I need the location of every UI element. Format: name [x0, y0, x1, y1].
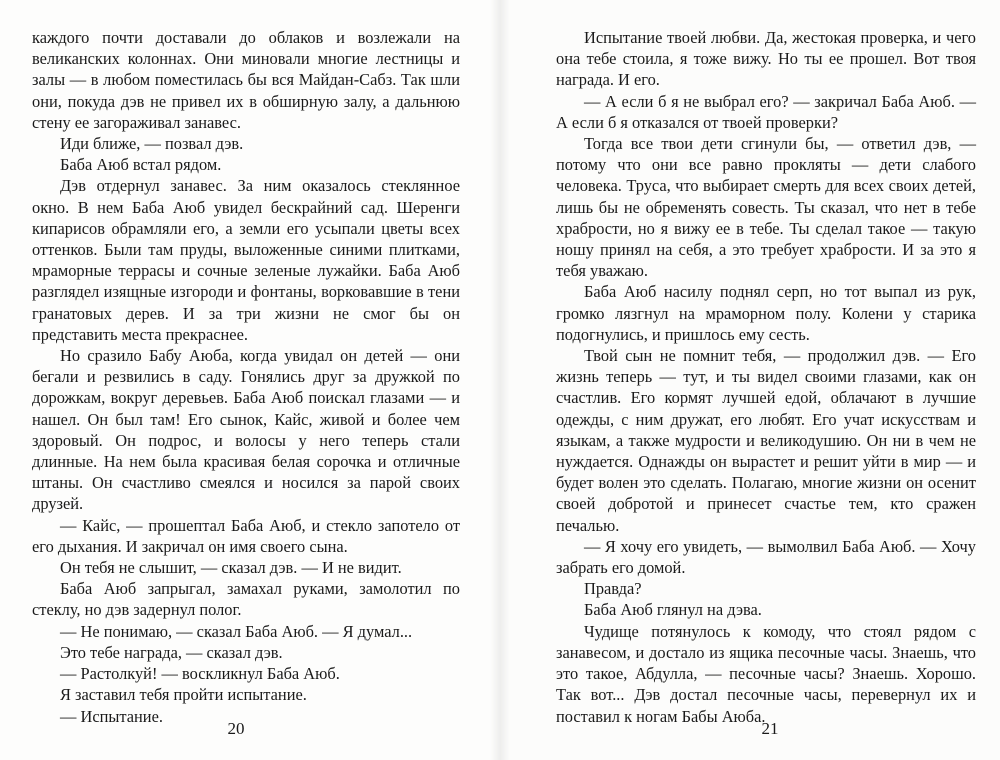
paragraph: Это тебе награда, — сказал дэв. — [60, 642, 283, 662]
paragraph: Он тебя не слышит, — сказал дэв. — И не видит. — [60, 558, 402, 578]
right-page — [500, 0, 1000, 760]
paragraph: — Я хочу его увидеть, — вымолвил Баба Аюб. — Хочу забрать его домой. — [556, 536, 976, 578]
paragraph: Твой сын не помнит тебя, — продолжил дэв. — Его жизнь теперь — тут, и ты видел своими глазами, как он счастлив. Его кормят лучшей едой, облачают в лучшие одежды, с ним дружат, его любят. Его учат искусствам и языкам, а также мудрости и великодушию. Он ни в чем не нуждается. Однажды он вырастет и решит уйти в мир — и будет волен это сделать. Полагаю, многие жизни он осенит своей добротой и принесет счастье тем, кто сражен печалью. — [556, 346, 976, 535]
left-page-text — [32, 27, 460, 727]
paragraph: — Испытание. — [60, 706, 163, 726]
paragraph: Баба Аюб глянул на дэва. — [584, 600, 762, 620]
paragraph: Тогда все твои дети сгинули бы, — ответил дэв, — потому что они все равно прокляты — дети слабого человека. Труса, что выбирает смерть для всех своих детей, лишь бы не обременять совесть. Ты сказал, что нет в тебе храбрости, но я вижу ее в тебе. Ты сделал такое — такую ношу принял на себя, а это требует храбрости. И за это я тебя уважаю. — [556, 134, 976, 281]
right-page-text — [556, 27, 976, 727]
paragraph: Испытание твоей любви. Да, жестокая проверка, и чего она тебе стоила, я тоже вижу. Но ты ее прошел. Вот твоя награда. И его. — [556, 28, 976, 90]
paragraph: — Растолкуй! — воскликнул Баба Аюб. — [60, 664, 340, 684]
paragraph: Я заставил тебя пройти испытание. — [60, 685, 307, 705]
paragraph: — Кайс, — прошептал Баба Аюб, и стекло запотело от его дыхания. И закричал он имя своего сына. — [32, 515, 460, 556]
paragraph: каждого почти доставали до облаков и возлежали на великанских колоннах. Они миновали многие лестницы и залы — в любом поместилась бы вся Майдан-Сабз. Так шли они, покуда дэв не привел их в обширную залу, а дальнюю стену ее загораживал занавес. — [32, 28, 460, 132]
paragraph: Иди ближе, — позвал дэв. — [60, 134, 244, 154]
paragraph: — А если б я не выбрал его? — закричал Баба Аюб. — А если б я отказался от твоей проверки? — [556, 91, 976, 132]
paragraph: Но сразило Бабу Аюба, когда увидал он детей — они бегали и резвились в саду. Гонялись друг за дружкой по дорожкам, вокруг деревьев. Баба Аюб поискал глазами — и нашел. Он был там! Его сынок, Кайс, живой и более чем здоровый. Он подрос, и волосы у него теперь стали длинные. На нем была красивая белая сорочка и отличные штаны. Он счастливо смеялся и носился за парой своих друзей. — [32, 346, 460, 514]
paragraph: Баба Аюб запрыгал, замахал руками, замолотил по стеклу, но дэв задернул полог. — [32, 579, 460, 620]
paragraph: Правда? — [584, 579, 642, 599]
paragraph: Чудище потянулось к комоду, что стоял рядом с занавесом, и достало из ящика песочные часы. Знаешь, что это такое, Абдулла, — песочные часы? Знаешь. Хорошо. Так вот... Дэв достал песочные часы, перевернул их и поставил к ногам Бабы Аюба. — [556, 621, 976, 726]
right-page-number: 21 — [761, 719, 779, 738]
left-page-number: 20 — [227, 719, 245, 738]
paragraph: — Не понимаю, — сказал Баба Аюб. — Я думал... — [60, 621, 413, 641]
paragraph: Баба Аюб насилу поднял серп, но тот выпал из рук, громко лязгнул на мраморном полу. Колени у старика подогнулись, и пришлось ему сесть. — [556, 282, 976, 344]
paragraph: Дэв отдернул занавес. За ним оказалось стеклянное окно. В нем Баба Аюб увидел бескрайний сад. Шеренги кипарисов обрамляли его, а земли его усыпали цветы всех оттенков. Были там пруды, выложенные синими плитками, мраморные террасы и сочные зеленые лужайки. Баба Аюб разглядел изящные изгороди и фонтаны, ворковавшие в тени гранатовых дерев. И за три жизни не смог бы он представить места прекраснее. — [32, 176, 460, 344]
paragraph: Баба Аюб встал рядом. — [60, 155, 222, 175]
